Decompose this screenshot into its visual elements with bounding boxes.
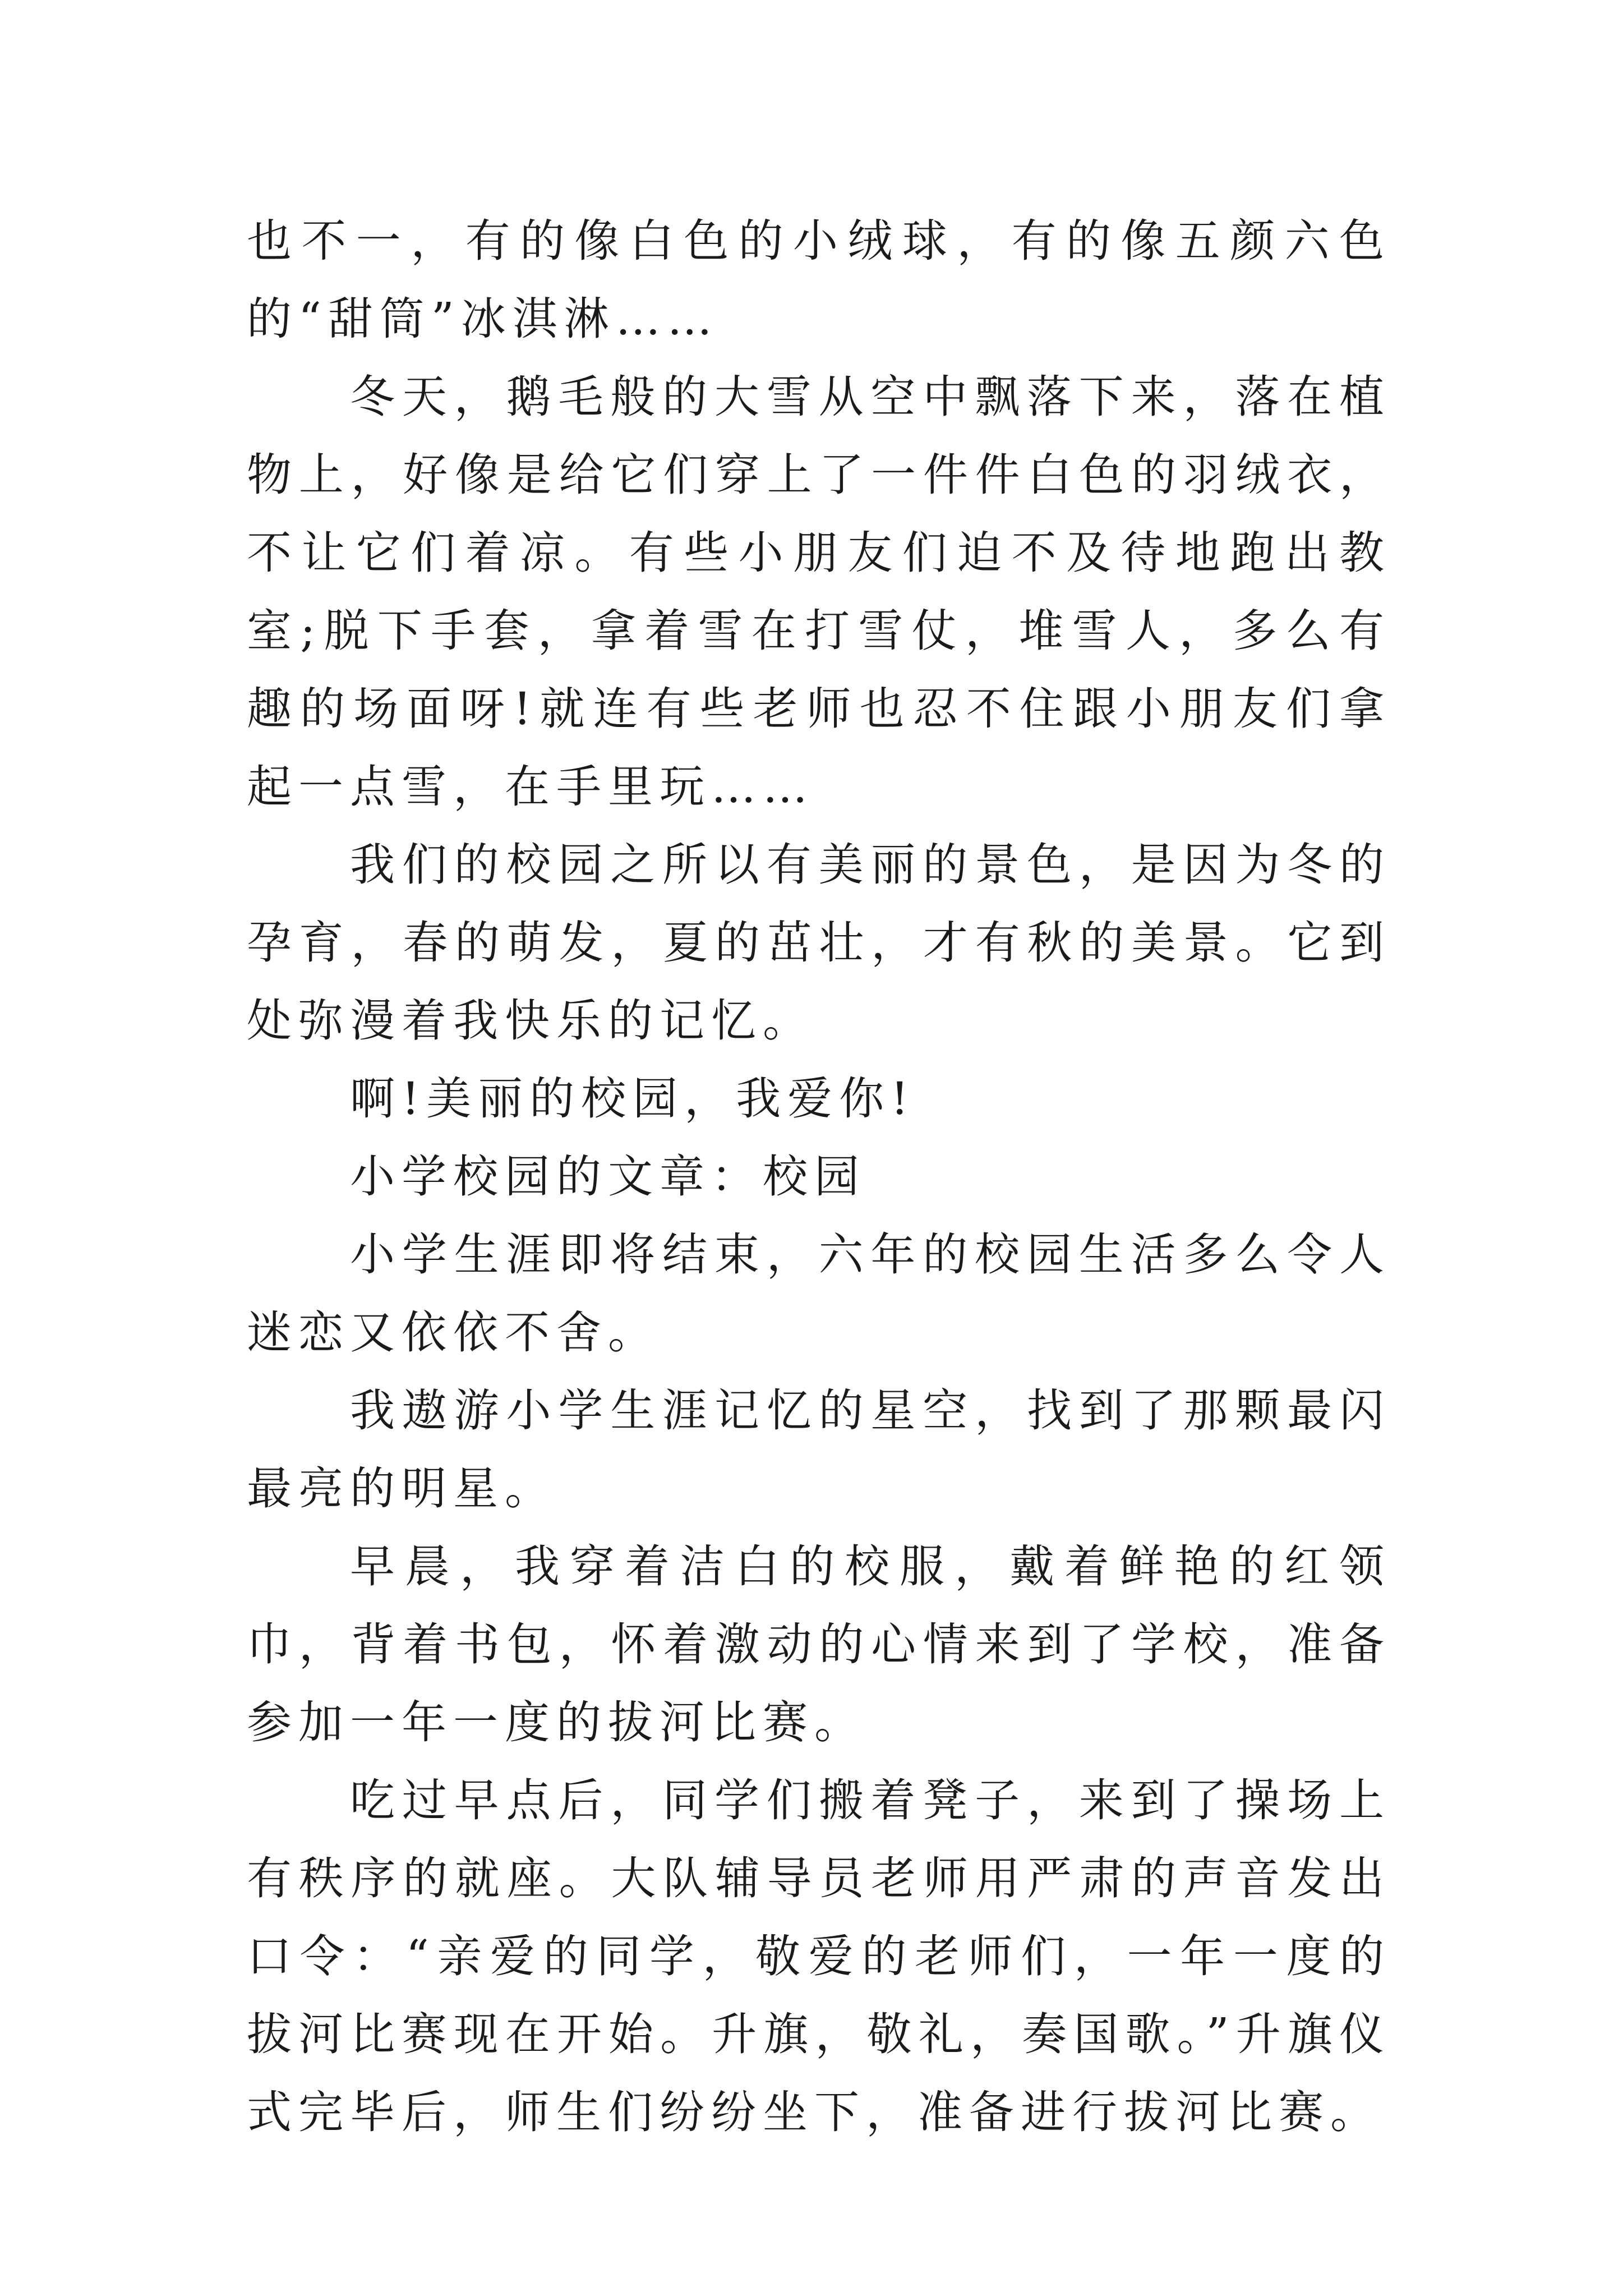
- paragraph-winter: 冬天，鹅毛般的大雪从空中飘落下来，落在植物上，好像是给它们穿上了一件件白色的羽绒衣，不让它们着凉。有些小朋友们迫不及待地跑出教室;脱下手套，拿着雪在打雪仗，堆雪人，多么有趣的场面呀!就连有些老师也忍不住跟小朋友们拿起一点雪，在手里玩……: [247, 371, 1391, 813]
- article-body: [247, 202, 1391, 2151]
- paragraph-morning: 早晨，我穿着洁白的校服，戴着鲜艳的红领巾，背着书包，怀着激动的心情来到了学校，准备参加一年一度的拔河比赛。: [247, 1540, 1391, 1749]
- paragraph-seasons: 我们的校园之所以有美丽的景色，是因为冬的孕育，春的萌发，夏的茁壮，才有秋的美景。它到处弥漫着我快乐的记忆。: [247, 839, 1391, 1047]
- paragraph-graduation: 小学生涯即将结束，六年的校园生活多么令人迷恋又依依不舍。: [247, 1228, 1391, 1359]
- paragraph-exclamation: 啊!美丽的校园，我爱你!: [350, 1073, 916, 1125]
- paragraph-ceremony: 吃过早点后，同学们搬着凳子，来到了操场上有秩序的就座。大队辅导员老师用严肃的声音发出口令：“亲爱的同学，敬爱的老师们，一年一度的拔河比赛现在开始。升旗，敬礼，奏国歌。”升旗仪式完毕后，师生们纷纷坐下，准备进行拔河比赛。: [247, 1774, 1391, 2138]
- paragraph-memory: 我遨游小学生涯记忆的星空，找到了那颗最闪最亮的明星。: [247, 1384, 1391, 1515]
- paragraph-continuation: 也不一，有的像白色的小绒球，有的像五颜六色的“甜筒”冰淇淋……: [247, 215, 1391, 345]
- section-heading: 小学校园的文章：校园: [350, 1151, 866, 1203]
